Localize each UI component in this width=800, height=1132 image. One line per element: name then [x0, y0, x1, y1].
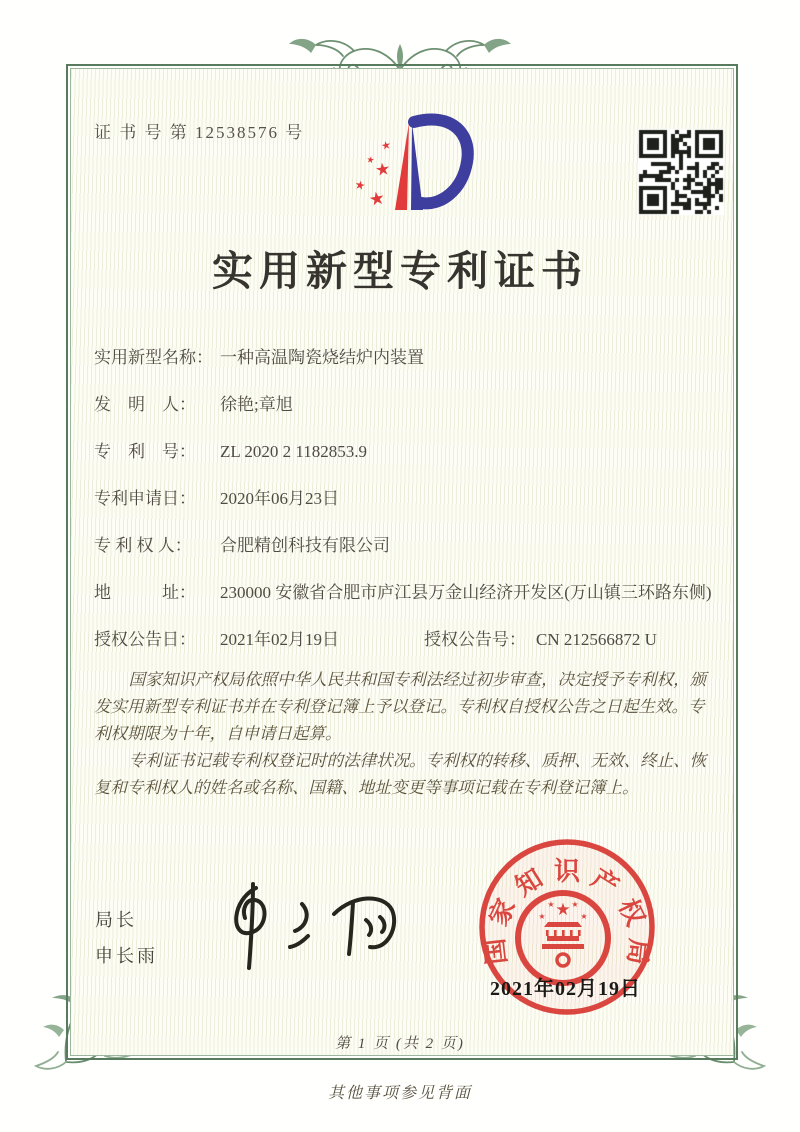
- field-row-inventor: [94, 391, 712, 418]
- svg-text:★: ★: [555, 900, 571, 919]
- field-value: 2021年02月19日: [220, 630, 339, 649]
- field-label: 专利申请日：: [94, 489, 196, 508]
- commissioner-name: 申长雨: [95, 946, 158, 966]
- legal-text: [94, 666, 714, 801]
- field-row-filing-date: [94, 485, 712, 512]
- legal-paragraph: 专利证书记载专利权登记时的法律状况。专利权的转移、质押、无效、终止、恢复和专利权人的姓名或名称、国籍、地址变更等事项记载在专利登记簿上。: [94, 751, 707, 797]
- svg-text:★: ★: [367, 187, 387, 210]
- field-row-patent-number: [94, 438, 712, 465]
- seal-date: 2021年02月19日: [490, 978, 641, 1000]
- field-value: ZL 2020 2 1182853.9: [220, 442, 368, 461]
- seal-text: 国家知识产权局: [480, 857, 654, 967]
- field-label: 授权公告日：: [94, 630, 196, 649]
- svg-text:★: ★: [353, 177, 367, 194]
- svg-text:★: ★: [547, 900, 555, 909]
- field-label: 发 明 人：: [94, 395, 196, 414]
- page-number: 第 1 页 (共 2 页): [335, 1036, 465, 1052]
- field-value: 230000 安徽省合肥市庐江县万金山经济开发区(万山镇三环路东侧): [220, 583, 712, 602]
- svg-text:★: ★: [571, 900, 579, 909]
- svg-text:★: ★: [380, 139, 393, 153]
- field-label: 实用新型名称：: [94, 348, 213, 367]
- svg-text:★: ★: [538, 912, 546, 921]
- field-value: 徐艳;章旭: [220, 395, 293, 414]
- field-value: 合肥精创科技有限公司: [220, 536, 390, 555]
- field-label: 专 利 号：: [94, 442, 196, 461]
- legal-paragraph: 国家知识产权局依照中华人民共和国专利法经过初步审查，决定授予专利权，颁发实用新型专利证书并在专利登记簿上予以登记。专利权自授权公告之日起生效。专利权期限为十年，自申请日起算。: [94, 670, 707, 743]
- qr-code: [638, 129, 724, 215]
- cnipa-logo-icon: [338, 106, 488, 244]
- field-value: 一种高温陶瓷烧结炉内装置: [220, 348, 424, 367]
- commissioner-title: 局长: [95, 910, 137, 930]
- svg-text:★: ★: [373, 159, 392, 180]
- certificate-fields: [94, 344, 712, 673]
- field-row-name: [94, 344, 712, 371]
- field-label: 地 址：: [94, 583, 196, 602]
- field-label: 授权公告号：: [424, 630, 526, 649]
- svg-text:★: ★: [365, 154, 376, 166]
- field-row-grant: [94, 626, 712, 653]
- field-row-address: [94, 579, 712, 606]
- field-value: 2020年06月23日: [220, 489, 339, 508]
- back-side-note: 其他事项参见背面: [327, 1085, 472, 1102]
- field-value: CN 212566872 U: [536, 630, 657, 649]
- field-row-patentee: [94, 532, 712, 559]
- certificate-title: 实用新型专利证书: [212, 248, 588, 294]
- svg-text:★: ★: [580, 912, 588, 921]
- field-label: 专 利 权 人：: [94, 536, 192, 555]
- commissioner-signature: [216, 874, 426, 978]
- certificate-number: 证 书 号 第 12538576 号: [94, 123, 305, 142]
